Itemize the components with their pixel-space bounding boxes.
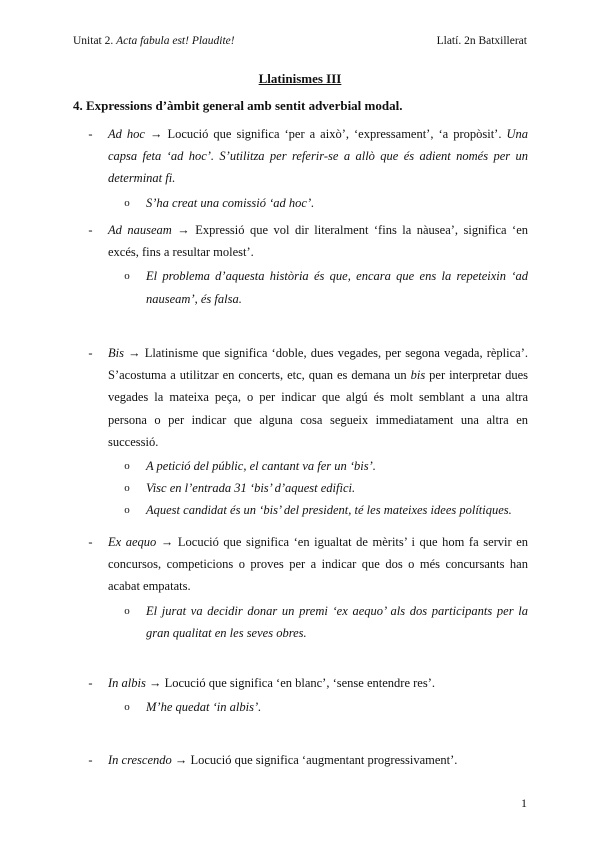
list-dash: -: [88, 127, 93, 141]
entry-ex-aequo: [73, 531, 528, 644]
entry-in-crescendo: [73, 749, 528, 771]
header-course: Llatí. 2n Batxillerat: [436, 35, 527, 47]
bullet-icon: o: [124, 701, 130, 714]
bullet-icon: o: [124, 504, 130, 517]
example-text: Visc en l’entrada 31 ‘bis’ d’aquest edifici.: [146, 481, 356, 496]
entry-in-albis: [73, 672, 528, 718]
example-text: A petició del públic, el cantant va fer un ‘bis’.: [146, 459, 376, 474]
entry-text: [108, 531, 528, 598]
list-dash: -: [88, 753, 93, 767]
example-item: [108, 455, 528, 477]
entry-definition: → Llatinisme que significa ‘doble, dues vegades, per segona vegada, rèplica’. S’acostuma a utilitzar en concerts, etc, quan es demana un: [108, 346, 528, 383]
entry-term: Bis: [108, 346, 124, 360]
entry-text: [108, 123, 528, 190]
example-item: [108, 499, 528, 521]
entry-term: In crescendo: [108, 753, 172, 767]
entry-italic-word: bis: [410, 368, 426, 383]
entry-definition: → Locució que significa ‘augmentant progressivament’.: [171, 753, 458, 767]
bullet-icon: o: [124, 604, 130, 617]
example-item: [108, 192, 528, 214]
example-text: S’ha creat una comissió ‘ad hoc’.: [146, 195, 315, 210]
example-list: [108, 600, 528, 644]
example-list: [108, 696, 528, 718]
example-text: Aquest candidat és un ‘bis’ del president, té les mateixes idees polítiques.: [146, 503, 512, 518]
entry-bis: [73, 342, 528, 522]
example-text: M’he quedat ‘in albis’.: [146, 700, 262, 715]
example-text: El problema d’aquesta història és que, encara que ens la repeteixin ‘ad nauseam’, és falsa.: [146, 269, 528, 306]
entry-text: [108, 342, 528, 453]
entry-definition: → Locució que significa ‘en igualtat de mèrits’ i que hom fa servir en concursos, competicions o proves per a indicar que dos o més concursants han acabat empatats.: [108, 535, 529, 594]
entry-ad-nauseam: [73, 219, 528, 310]
entry-definition: → Locució que significa ‘en blanc’, ‘sense entendre res’.: [145, 676, 435, 690]
header-unit: [73, 35, 235, 47]
section-heading: 4. Expressions d’àmbit general amb sentit adverbial modal.: [73, 98, 403, 113]
header-unit-prefix: Unitat 2.: [73, 35, 114, 47]
bullet-icon: o: [124, 270, 130, 283]
entry-text: [108, 219, 528, 263]
page-number: 1: [521, 796, 527, 810]
example-item: [108, 696, 528, 718]
bullet-icon: o: [124, 460, 130, 473]
example-list: [108, 265, 528, 309]
list-dash: -: [88, 535, 93, 549]
entry-note: Una capsa feta ‘ad hoc’. S’utilitza per referir-se a allò que és adient només per un determinat fi.: [108, 127, 528, 186]
entry-term: Ad nauseam: [108, 223, 172, 237]
list-dash: -: [88, 676, 93, 690]
entry-term: Ad hoc: [108, 127, 145, 141]
header-unit-title: Acta fabula est! Plaudite!: [116, 35, 235, 47]
page-title: Llatinismes III: [258, 71, 342, 86]
example-item: [108, 477, 528, 499]
example-list: [108, 455, 528, 522]
entry-ad-hoc: [73, 123, 528, 214]
list-dash: -: [88, 346, 93, 360]
bullet-icon: o: [124, 482, 130, 495]
example-item: [108, 265, 528, 309]
entry-term: Ex aequo: [108, 535, 157, 549]
entry-definition: → Expressió que vol dir literalment ‘fins la nàusea’, significa ‘en excés, fins a resultar molest’.: [108, 223, 528, 260]
entry-term: In albis: [108, 676, 146, 690]
bullet-icon: o: [124, 196, 130, 209]
example-text: El jurat va decidir donar un premi ‘ex aequo’ als dos participants per la gran qualitat en les seves obres.: [146, 603, 528, 640]
entry-definition-cont: per interpretar dues vegades la mateixa peça, o per indicar que algú és molt semblant a una altra persona o per indicar que alguna cosa segueix immediatament una altra en successió.: [108, 368, 528, 449]
example-item: [108, 600, 528, 644]
entry-text: [108, 672, 528, 694]
example-list: [108, 192, 528, 214]
entry-text: [108, 749, 528, 771]
list-dash: -: [88, 223, 93, 237]
entry-definition: → Locució que significa ‘per a això’, ‘expressament’, ‘a propòsit’.: [144, 127, 507, 141]
